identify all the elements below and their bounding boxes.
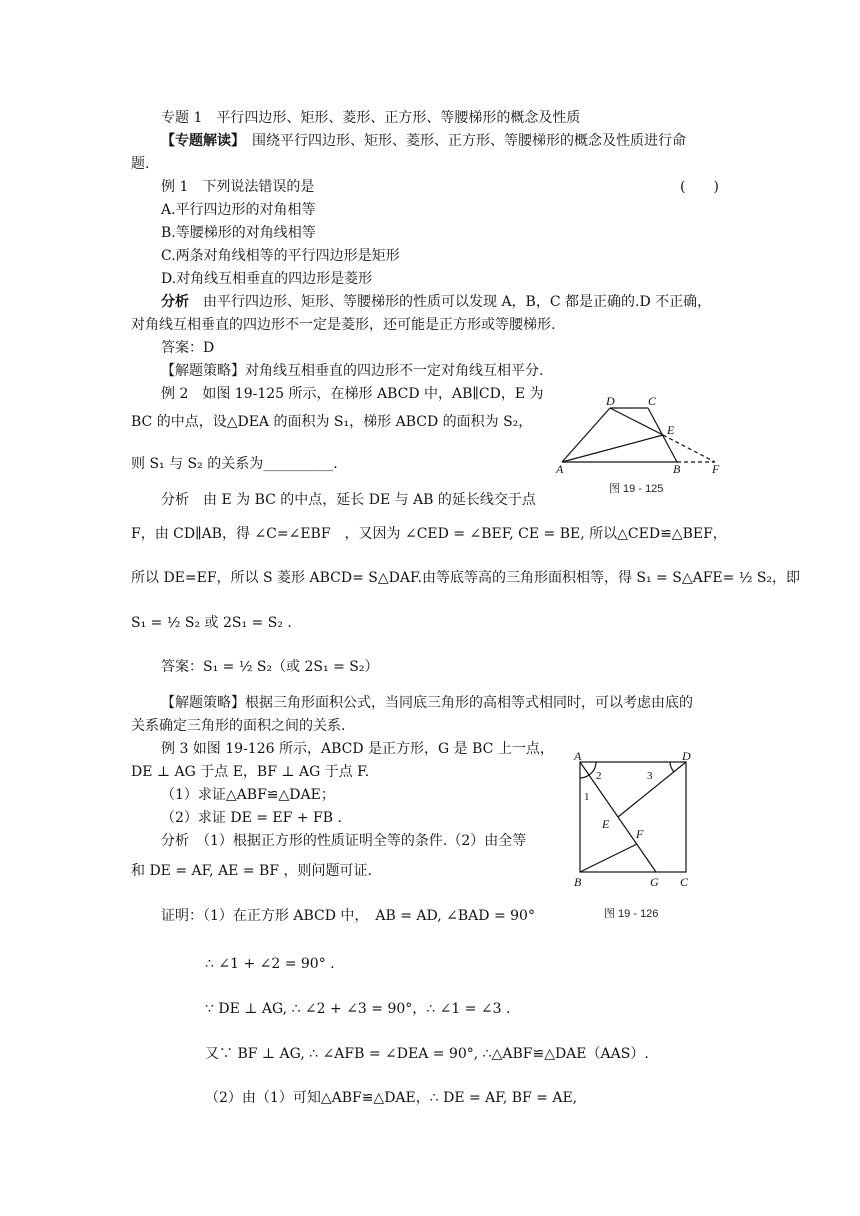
ex3-proof-2: ∴ ∠1 + ∠2 = 90° . <box>205 956 335 972</box>
ex2-line-2: BC 的中点，设△DEA 的面积为 S₁，梯形 ABCD 的面积为 S₂， <box>131 414 533 430</box>
ex3-proof-4: 又∵ BF ⊥ AG, ∴ ∠AFB = ∠DEA = 90°, ∴△ABF≌△DAE（AAS）. <box>205 1046 649 1062</box>
ex1-strategy: 【解题策略】对角线互相垂直的四边形不一定对角线互相平分. <box>161 363 544 379</box>
fig126-label-3: 3 <box>647 770 653 782</box>
intro-line-2: 题. <box>131 156 150 172</box>
fig126-label-2: 2 <box>596 770 602 782</box>
ex1-option-b: B.等腰梯形的对角线相等 <box>161 225 316 241</box>
ex3-proof-5: （2）由（1）可知△ABF≌△DAE，∴ DE = AF, BF = AE, <box>205 1090 578 1106</box>
figure-19-126 <box>570 750 700 895</box>
angle-arc-2 <box>589 762 596 775</box>
segment-ae <box>562 435 663 462</box>
ex1-paren: ( ) <box>680 179 719 195</box>
fig126-label-c: C <box>680 875 689 889</box>
ex1-analysis-text: 由平行四边形、矩形、等腰梯形的性质可以发现 A，B，C 都是正确的.D 不正确， <box>189 294 712 310</box>
ex2-analysis-3: 所以 DE=EF，所以 S 菱形 ABCD= S△DAF.由等底等高的三角形面积相等，得 S₁ = S△AFE= ½ S₂，即 <box>131 570 801 586</box>
ex1-answer: 答案：D <box>161 340 215 356</box>
ex3-proof-3: ∵ DE ⊥ AG, ∴ ∠2 + ∠3 = 90°，∴ ∠1 = ∠3 . <box>205 1001 511 1017</box>
ex1-analysis-1 <box>161 293 711 311</box>
ex3-line-2: DE ⊥ AG 于点 E，BF ⊥ AG 于点 F. <box>131 764 370 780</box>
ex3-analysis-2: 和 DE = AF, AE = BF ，则问题可证. <box>131 863 372 879</box>
ex2-answer: 答案：S₁ = ½ S₂（或 2S₁ = S₂） <box>161 659 379 675</box>
intro-tag: 【专题解读】 <box>161 133 238 149</box>
ex2-analysis-1: 分析 由 E 为 BC 的中点，延长 DE 与 AB 的延长线交于点 <box>161 492 536 508</box>
intro-line-1 <box>161 132 686 150</box>
fig125-label-b: B <box>673 462 681 476</box>
fig125-label-d: D <box>606 395 615 408</box>
ex3-proof-1: 证明：（1）在正方形 ABCD 中， AB = AD, ∠BAD = 90° <box>161 908 535 924</box>
ex2-strategy-1: 【解题策略】根据三角形面积公式，当同底三角形的高相等式相同时，可以考虑由底的 <box>161 695 693 711</box>
angle-arc-3 <box>670 762 674 772</box>
ex2-line-1: 例 2 如图 19-125 所示，在梯形 ABCD 中，AB∥CD，E 为 <box>161 386 544 402</box>
ex2-line-3: 则 S₁ 与 S₂ 的关系为__________. <box>131 456 338 472</box>
ex3-analysis-1: 分析 （1）根据正方形的性质证明全等的条件.（2）由全等 <box>161 833 527 849</box>
ex1-analysis-2: 对角线互相垂直的四边形不一定是菱形，还可能是正方形或等腰梯形. <box>131 317 556 333</box>
fig125-label-e: E <box>667 423 675 437</box>
ex2-analysis-2: F，由 CD∥AB，得 ∠C=∠EBF ，又因为 ∠CED = ∠BEF, CE = BE, 所以△CED≌△BEF， <box>131 526 727 542</box>
fig125-label-a: A <box>556 462 564 476</box>
ex3-question-1: （1）求证△ABF≌△DAE； <box>161 787 335 803</box>
fig126-label-b: B <box>574 875 582 889</box>
fig125-label-c: C <box>648 395 657 408</box>
fig125-caption: 图 19 - 125 <box>609 483 664 495</box>
dashed-ef <box>663 435 715 462</box>
fig126-label-f: F <box>636 827 644 841</box>
fig125-label-f: F <box>712 462 720 476</box>
trap-side-ad <box>562 408 610 462</box>
ex2-strategy-2: 关系确定三角形的面积之间的关系. <box>131 718 346 734</box>
ex1-question: 例 1 下列说法错误的是 <box>161 179 315 195</box>
fig126-label-d: D <box>682 750 691 763</box>
ex1-option-a: A.平行四边形的对角相等 <box>161 202 316 218</box>
angle-arc-1 <box>580 775 589 778</box>
figure-19-125 <box>550 395 730 480</box>
ex2-analysis-4: S₁ = ½ S₂ 或 2S₁ = S₂ . <box>131 615 292 631</box>
fig126-caption: 图 19 - 126 <box>604 908 659 920</box>
ex1-analysis-tag: 分析 <box>161 294 189 310</box>
fig126-label-e: E <box>602 817 610 831</box>
fig126-label-a: A <box>574 750 582 763</box>
ex3-line-1: 例 3 如图 19-126 所示，ABCD 是正方形，G 是 BC 上一点， <box>161 741 554 757</box>
fig126-label-1: 1 <box>584 791 590 803</box>
page-title: 专题 1 平行四边形、矩形、菱形、正方形、等腰梯形的概念及性质 <box>161 110 581 126</box>
fig126-label-g: G <box>650 875 659 889</box>
ex3-question-2: （2）求证 DE = EF + FB . <box>161 810 342 826</box>
ex1-option-c: C.两条对角线相等的平行四边形是矩形 <box>161 248 400 264</box>
ex1-option-d: D.对角线互相垂直的四边形是菱形 <box>161 271 373 287</box>
intro-text-1: 围绕平行四边形、矩形、菱形、正方形、等腰梯形的概念及性质进行命 <box>238 133 686 149</box>
segment-bf <box>580 844 637 872</box>
